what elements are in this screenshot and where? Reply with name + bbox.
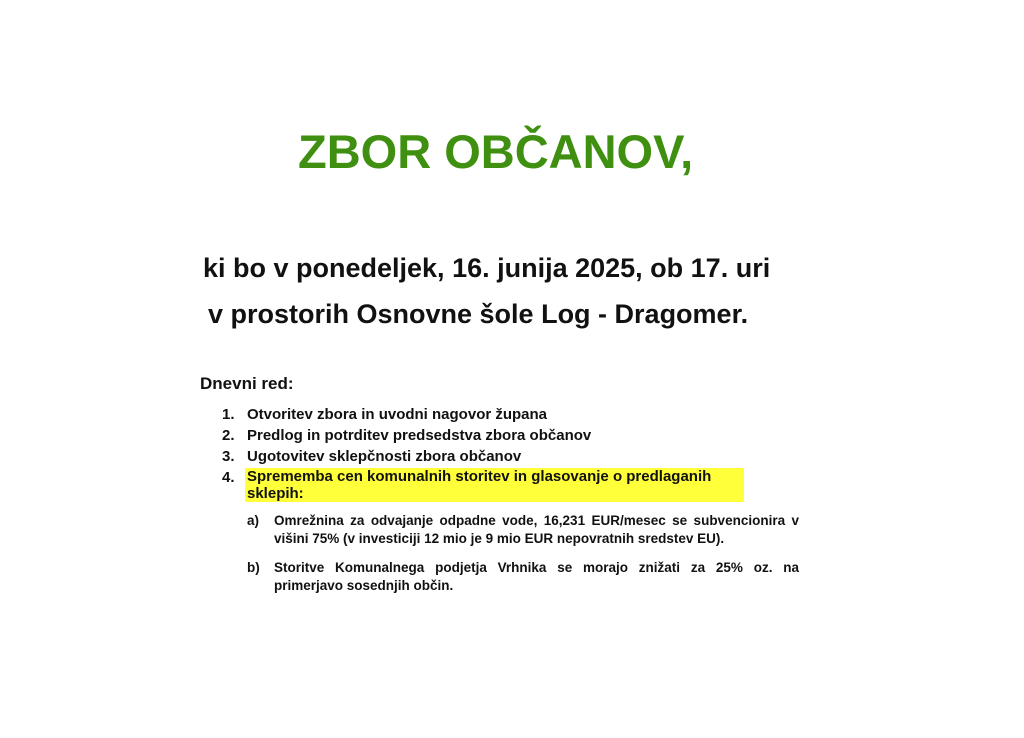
agenda-subitem-letter: a) bbox=[247, 513, 260, 528]
agenda-subitem bbox=[222, 512, 799, 548]
agenda-item-number: 1. bbox=[222, 406, 235, 423]
agenda-heading: Dnevni red: bbox=[200, 374, 294, 393]
agenda-subitem-letter: b) bbox=[247, 560, 260, 575]
meeting-date-line: ki bo v ponedeljek, 16. junija 2025, ob 17. uri bbox=[203, 253, 771, 283]
agenda-list bbox=[222, 405, 802, 595]
page-title: ZBOR OBČANOV, bbox=[298, 125, 694, 178]
meeting-location-line: v prostorih Osnovne šole Log - Dragomer. bbox=[208, 299, 749, 329]
agenda-item-highlighted bbox=[222, 468, 802, 504]
agenda-subitem bbox=[222, 559, 799, 595]
highlighted-agenda-text: Sprememba cen komunalnih storitev in glasovanje o predlaganih sklepih: bbox=[245, 468, 744, 502]
agenda-item-text: Ugotovitev sklepčnosti zbora občanov bbox=[247, 448, 522, 465]
agenda-item bbox=[222, 405, 802, 426]
agenda-subitem-text: Omrežnina za odvajanje odpadne vode, 16,231 EUR/mesec se subvencionira v višini 75% (v investiciji 12 mio je 9 mio EUR nepovratnih sredstev EU). bbox=[274, 513, 799, 546]
agenda-item-number: 3. bbox=[222, 448, 235, 465]
agenda-subitem-text: Storitve Komunalnega podjetja Vrhnika se morajo znižati za 25% oz. na primerjavo sosednjih občin. bbox=[274, 560, 799, 593]
agenda-item-text: Predlog in potrditev predsedstva zbora občanov bbox=[247, 427, 592, 444]
agenda-item-text: Otvoritev zbora in uvodni nagovor župana bbox=[247, 406, 548, 423]
agenda-item bbox=[222, 447, 802, 468]
agenda-item-number: 4. bbox=[222, 469, 235, 486]
agenda-item bbox=[222, 426, 802, 447]
agenda-item-number: 2. bbox=[222, 427, 235, 444]
